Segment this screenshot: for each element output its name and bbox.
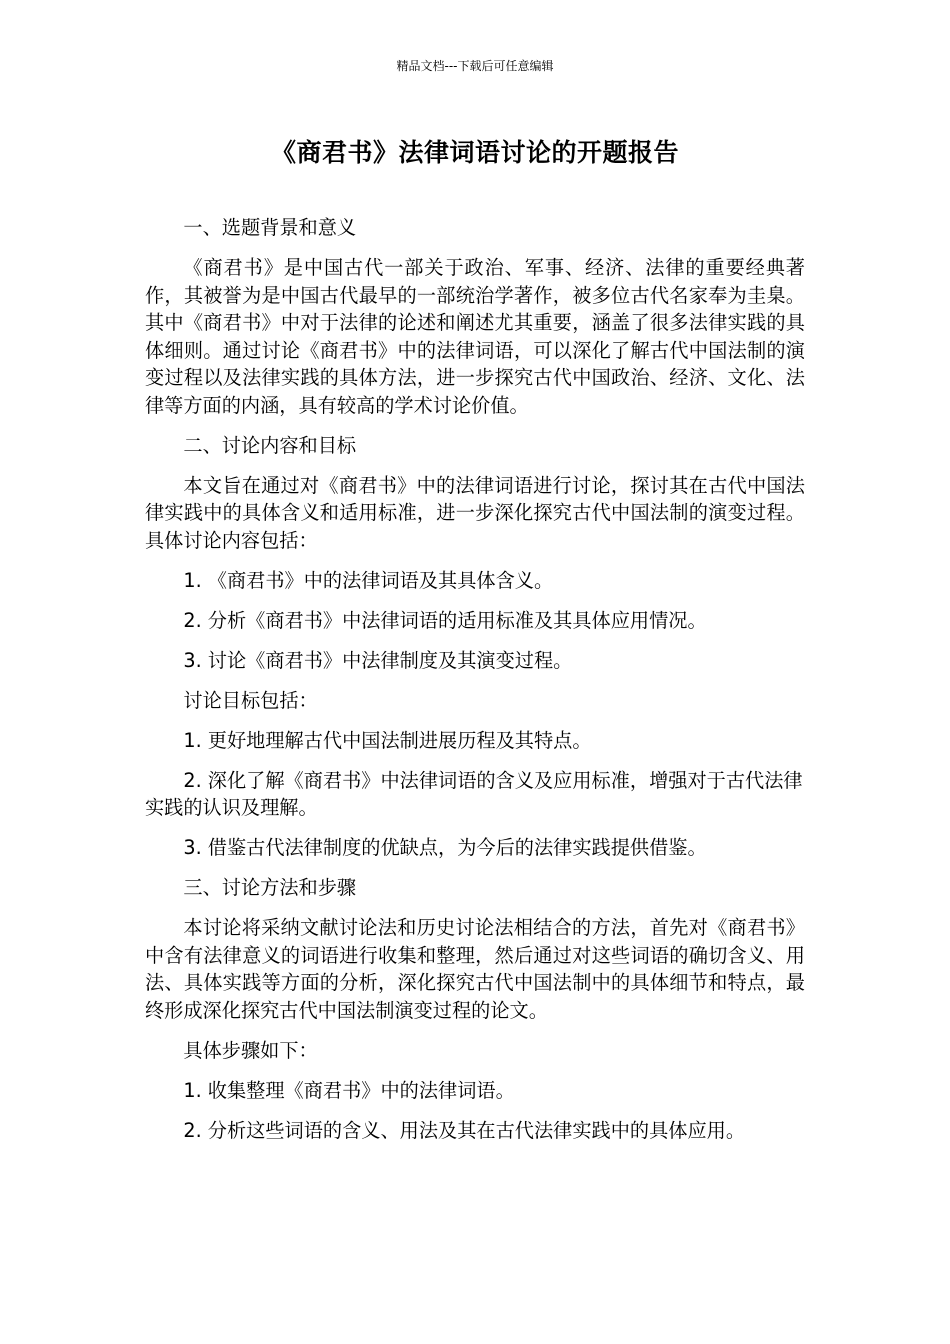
step-item-2: 2. 分析这些词语的含义、用法及其在古代法律实践中的具体应用。 [183,1118,746,1142]
background-paragraph: 《商君书》是中国古代一部关于政治、军事、经济、法律的重要经典著作，其被誉为是中国古代最早的一部统治学著作，被多位古代名家奉为圭臬。其中《商君书》中对于法律的论述和阐述尤其重要，涵盖了很多法律实践的具体细则。通过讨论《商君书》中的法律词语，可以深化了解古代中国法制的演变过程以及法律实践的具体方法，进一步探究古代中国政治、经济、文化、法律等方面的内涵，具有较高的学术讨论价值。 [145,256,805,417]
header-note: 精品文档---下载后可任意编辑 [396,59,554,73]
content-item-3: 3. 讨论《商君书》中法律制度及其演变过程。 [183,648,573,672]
content-paragraph: 本文旨在通过对《商君书》中的法律词语进行讨论，探讨其在古代中国法律实践中的具体含义和适用标准，进一步深化探究古代中国法制的演变过程。具体讨论内容包括： [145,473,805,552]
steps-intro: 具体步骤如下： [183,1038,318,1062]
section-heading-background: 一、选题背景和意义 [183,216,357,239]
section-heading-content-goals: 二、讨论内容和目标 [183,433,357,457]
goal-item-1: 1. 更好地理解古代中国法制进展历程及其特点。 [183,728,592,752]
goal-item-3: 3. 借鉴古代法律制度的优缺点，为今后的法律实践提供借鉴。 [183,836,707,859]
step-item-1: 1. 收集整理《商君书》中的法律词语。 [183,1078,515,1102]
content-item-1: 1. 《商君书》中的法律词语及其具体含义。 [183,568,554,592]
section-heading-methods: 三、讨论方法和步骤 [183,876,357,899]
content-item-2: 2. 分析《商君书》中法律词语的适用标准及其具体应用情况。 [183,608,707,632]
goals-intro: 讨论目标包括： [183,688,318,712]
document-title: 《商君书》法律词语讨论的开题报告 [270,138,679,167]
document-body [145,214,805,1157]
goal-item-2: 2. 深化了解《商君书》中法律词语的含义及应用标准，增强对于古代法律实践的认识及理解。 [145,768,803,819]
methods-paragraph: 本讨论将采纳文献讨论法和历史讨论法相结合的方法，首先对《商君书》中含有法律意义的词语进行收集和整理，然后通过对这些词语的确切含义、用法、具体实践等方面的分析，深化探究古代中国法制中的具体细节和特点，最终形成深化探究古代中国法制演变过程的论文。 [145,916,805,1022]
